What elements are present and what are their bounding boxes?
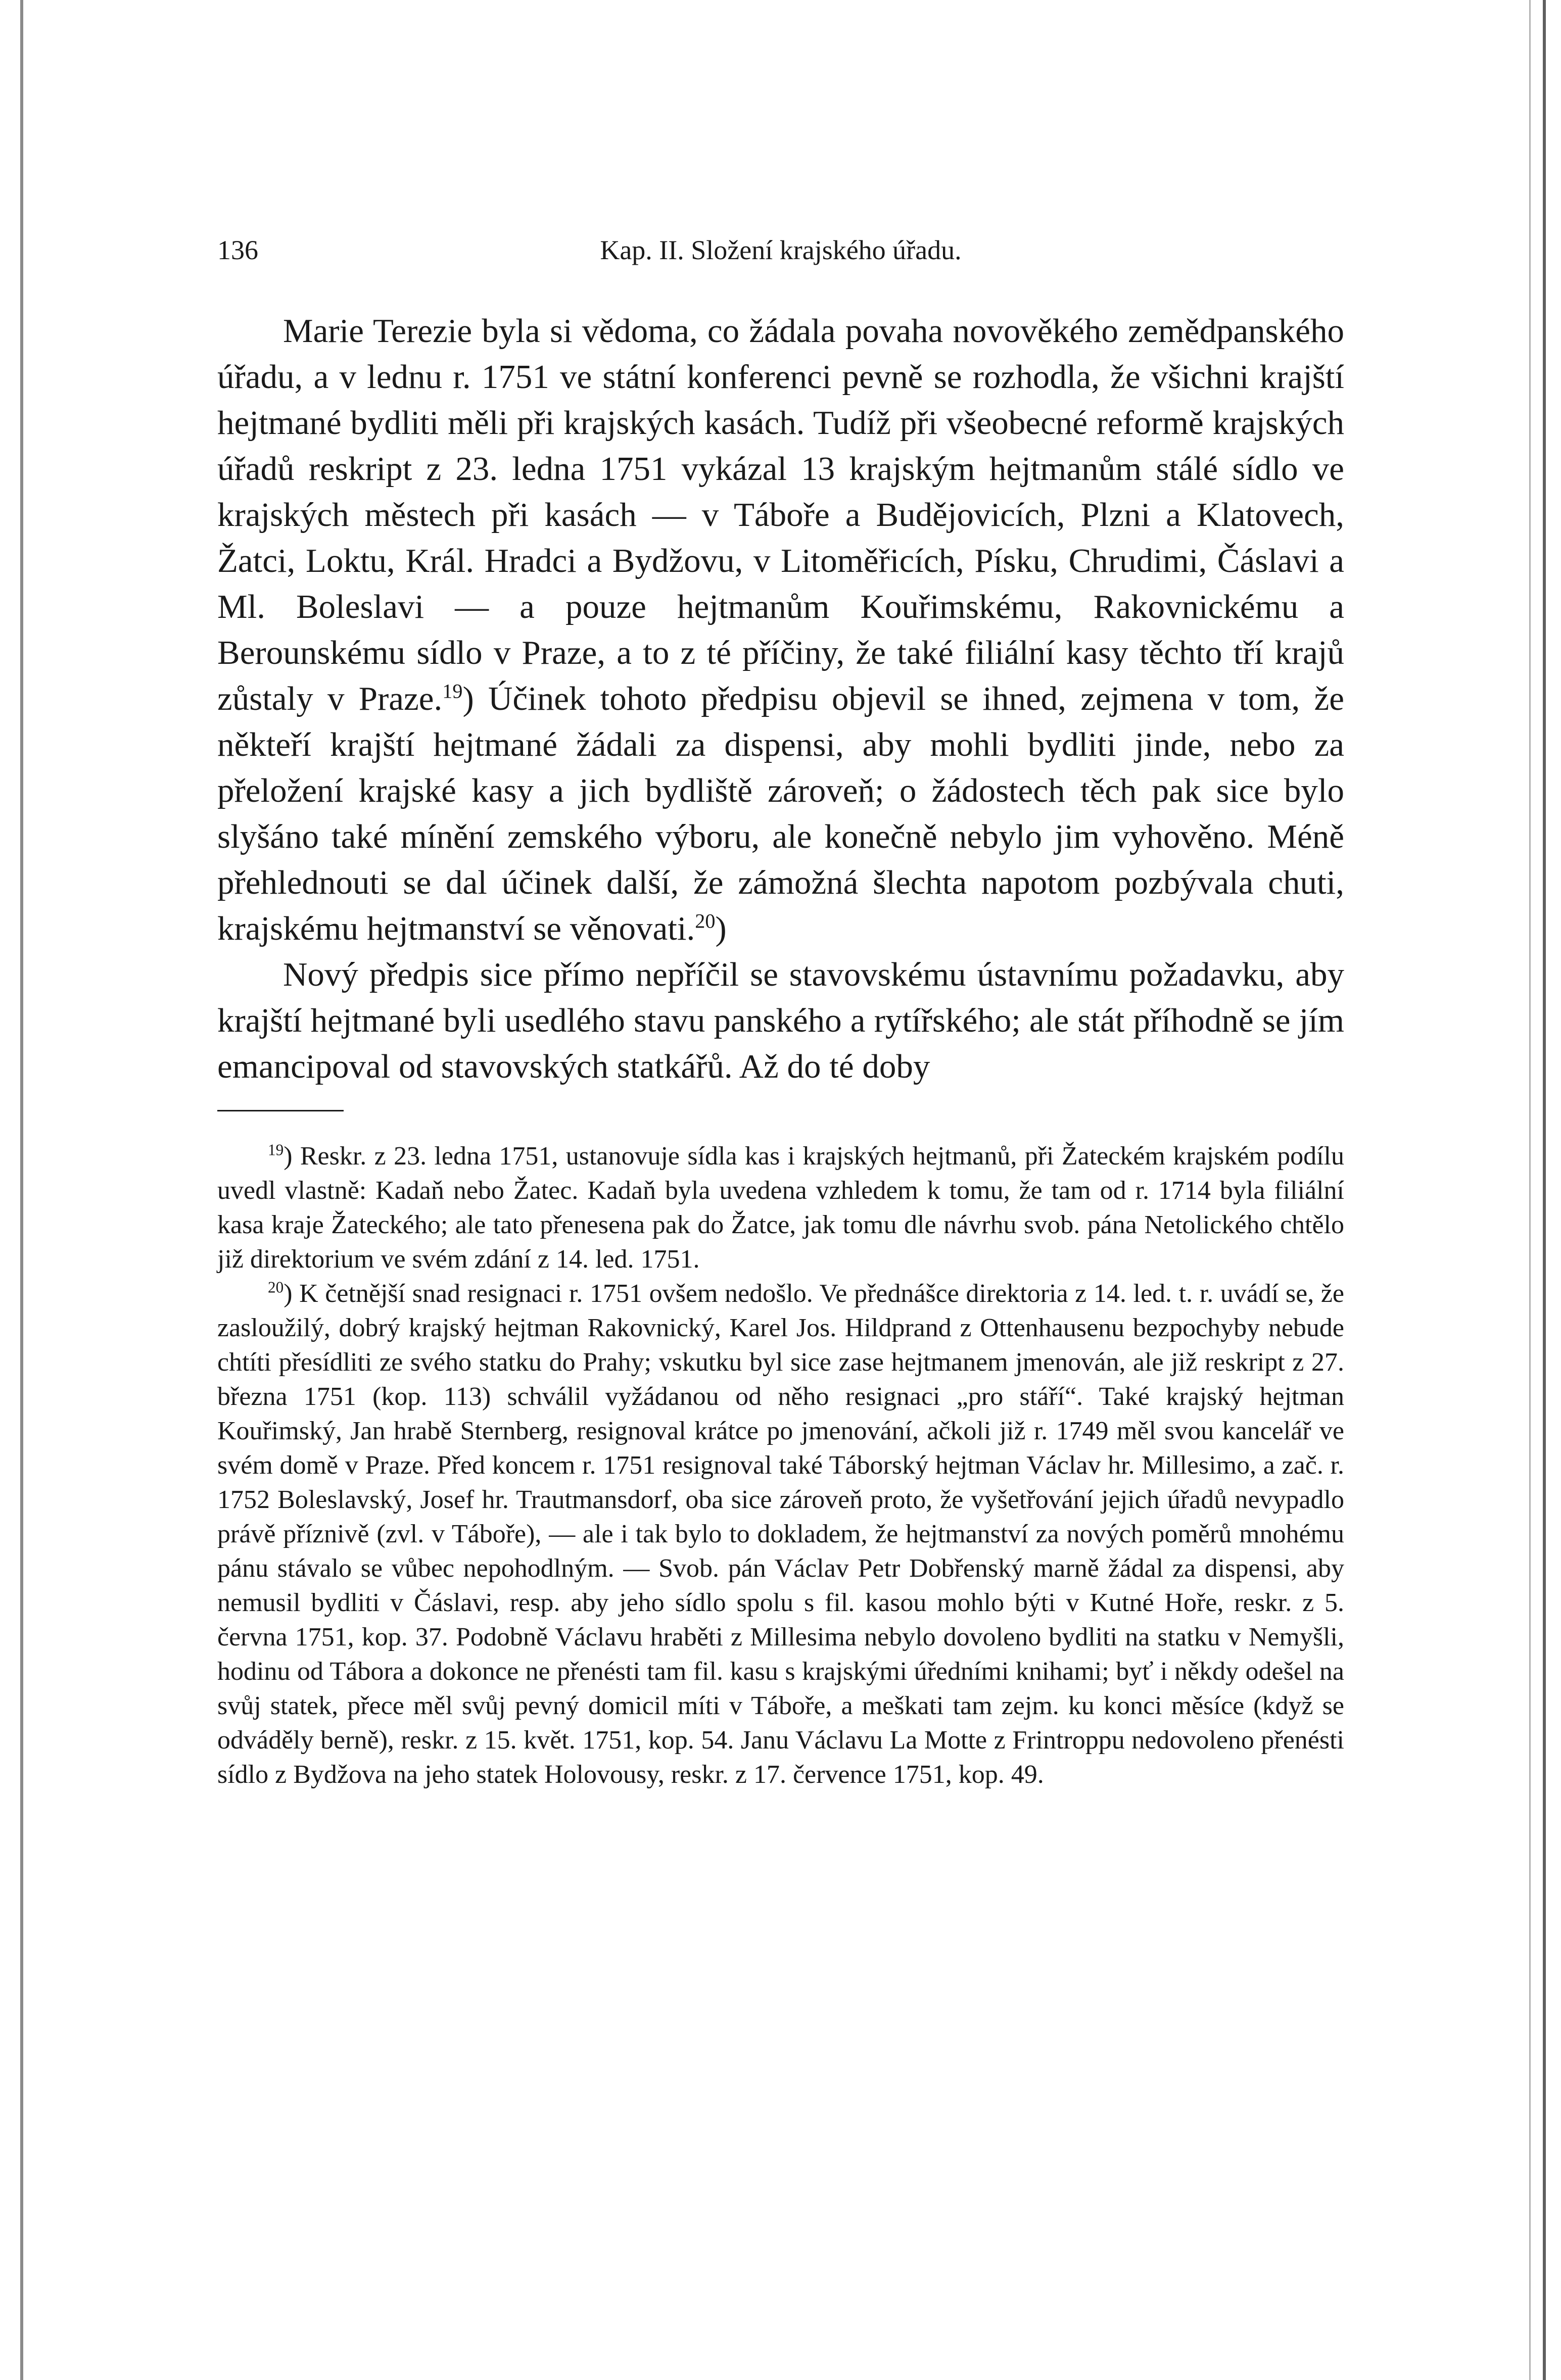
- book-page: [217, 222, 1344, 1792]
- paragraph-1-text-b: ) Účinek tohoto předpisu objevil se ihned, zejmena v tom, že někteří krajští hejtmané žádali za dispensi, aby mohli bydliti jinde, nebo za přeložení krajské kasy a jich bydliště zároveň; o žádostech těch pak sice bylo slyšáno také mínění zemského výboru, ale konečně nebylo jim vyhověno. Méně přehlednouti se dal účinek další, že zámožná šlechta napotom pozbývala chuti, krajskému hejtmanství se věnovati.: [217, 680, 1344, 947]
- scan-edge-right-inner: [1529, 0, 1531, 2380]
- footnote-20: [217, 1277, 1344, 1792]
- footnote-separator: [217, 1110, 344, 1111]
- scan-edge-left: [20, 0, 23, 2380]
- paragraph-1-text-c: ): [715, 910, 727, 947]
- scan-edge-right: [1543, 0, 1546, 2380]
- paragraph-1: [217, 308, 1344, 952]
- paragraph-2: Nový předpis sice přímo nepříčil se stavovskému ústavnímu požadavku, aby krajští hejtmané byli usedlého stavu panského a rytířského; ale stát příhodně se jím emancipoval od stavovských statkářů. Až do té doby: [217, 956, 1344, 1085]
- footnote-20-text: ) K četnější snad resignaci r. 1751 ovšem nedošlo. Ve přednášce direktoria z 14. led. t. r. uvádí se, že zasloužilý, dobrý krajský hejtman Rakovnický, Karel Jos. Hildprand z Ottenhausenu bezpochyby nebude chtíti přesídliti ze svého statku do Prahy; vskutku byl sice zase hejtmanem jmenován, ale již reskript z 27. března 1751 (kop. 113) schválil vyžádanou od něho resignaci „pro stáří“. Také krajský hejtman Kouřimský, Jan hrabě Sternberg, resignoval krátce po jmenování, ačkoli již r. 1749 měl svou kancelář ve svém domě v Praze. Před koncem r. 1751 resignoval také Táborský hejtman Václav hr. Millesimo, a zač. r. 1752 Boleslavský, Josef hr. Trautmansdorf, oba sice zároveň proto, že vyšetřování jejich úřadů nevypadlo právě příznivě (zvl. v Táboře), — ale i tak bylo to dokladem, že hejtmanství za nových poměrů mnohému pánu stávalo se vůbec nepohodlným. — Svob. pán Václav Petr Dobřenský marně žádal za dispensi, aby nemusil bydliti v Čáslavi, resp. aby jeho sídlo spolu s fil. kasou mohlo býti v Kutné Hoře, reskr. z 5. června 1751, kop. 37. Podobně Václavu hraběti z Millesima nebylo dovoleno bydliti na statku v Nemyšli, hodinu od Tábora a dokonce ne přenésti tam fil. kasu s krajskými úředními knihami; byť i někdy odešel na svůj statek, přece měl svůj pevný domicil míti v Táboře, a meškati tam zejm. ku konci měsíce (když se odváděly berně), reskr. z 15. květ. 1751, kop. 54. Janu Václavu La Motte z Frintroppu nedovoleno přenésti sídlo z Bydžova na jeho statek Holovousy, reskr. z 17. července 1751, kop. 49.: [217, 1279, 1344, 1789]
- footnote-ref-19: 19: [442, 679, 463, 703]
- running-title: Kap. II. Složení krajského úřadu.: [600, 235, 962, 265]
- footnotes: [217, 1139, 1344, 1792]
- footnote-19-text: ) Reskr. z 23. ledna 1751, ustanovuje sídla kas i krajských hejtmanů, při Žateckém krajském podílu uvedl vlastně: Kadaň nebo Žatec. Kadaň byla uvedena vzhledem k tomu, že tam od r. 1714 byla filiální kasa kraje Žateckého; ale tato přenesena pak do Žatce, jak tomu dle návrhu svob. pána Netolického chtělo již direktorium ve svém zdání z 14. led. 1751.: [217, 1142, 1344, 1274]
- paragraph-1-text-a: Marie Terezie byla si vědoma, co žádala povaha novověkého zemědpanského úřadu, a v lednu r. 1751 ve státní konferenci pevně se rozhodla, že všichni krajští hejtmané bydliti měli při krajských kasách. Tudíž při všeobecné reformě krajských úřadů reskript z 23. ledna 1751 vykázal 13 krajským hejtmanům stálé sídlo ve krajských městech při kasách — v Táboře a Budějovicích, Plzni a Klatovech, Žatci, Loktu, Král. Hradci a Bydžovu, v Litoměřicích, Písku, Chrudimi, Čáslavi a Ml. Boleslavi — a pouze hejtmanům Kouřimskému, Rakovnickému a Berounskému sídlo v Praze, a to z té příčiny, že také filiální kasy těchto tří krajů zůstaly v Praze.: [217, 312, 1344, 717]
- footnote-20-marker: 20: [268, 1278, 284, 1296]
- footnote-19: [217, 1139, 1344, 1277]
- page-number: 136: [217, 235, 258, 265]
- main-text: [217, 308, 1344, 1090]
- footnote-19-marker: 19: [268, 1141, 284, 1159]
- footnote-ref-20: 20: [695, 909, 716, 933]
- page-header: [217, 222, 1344, 278]
